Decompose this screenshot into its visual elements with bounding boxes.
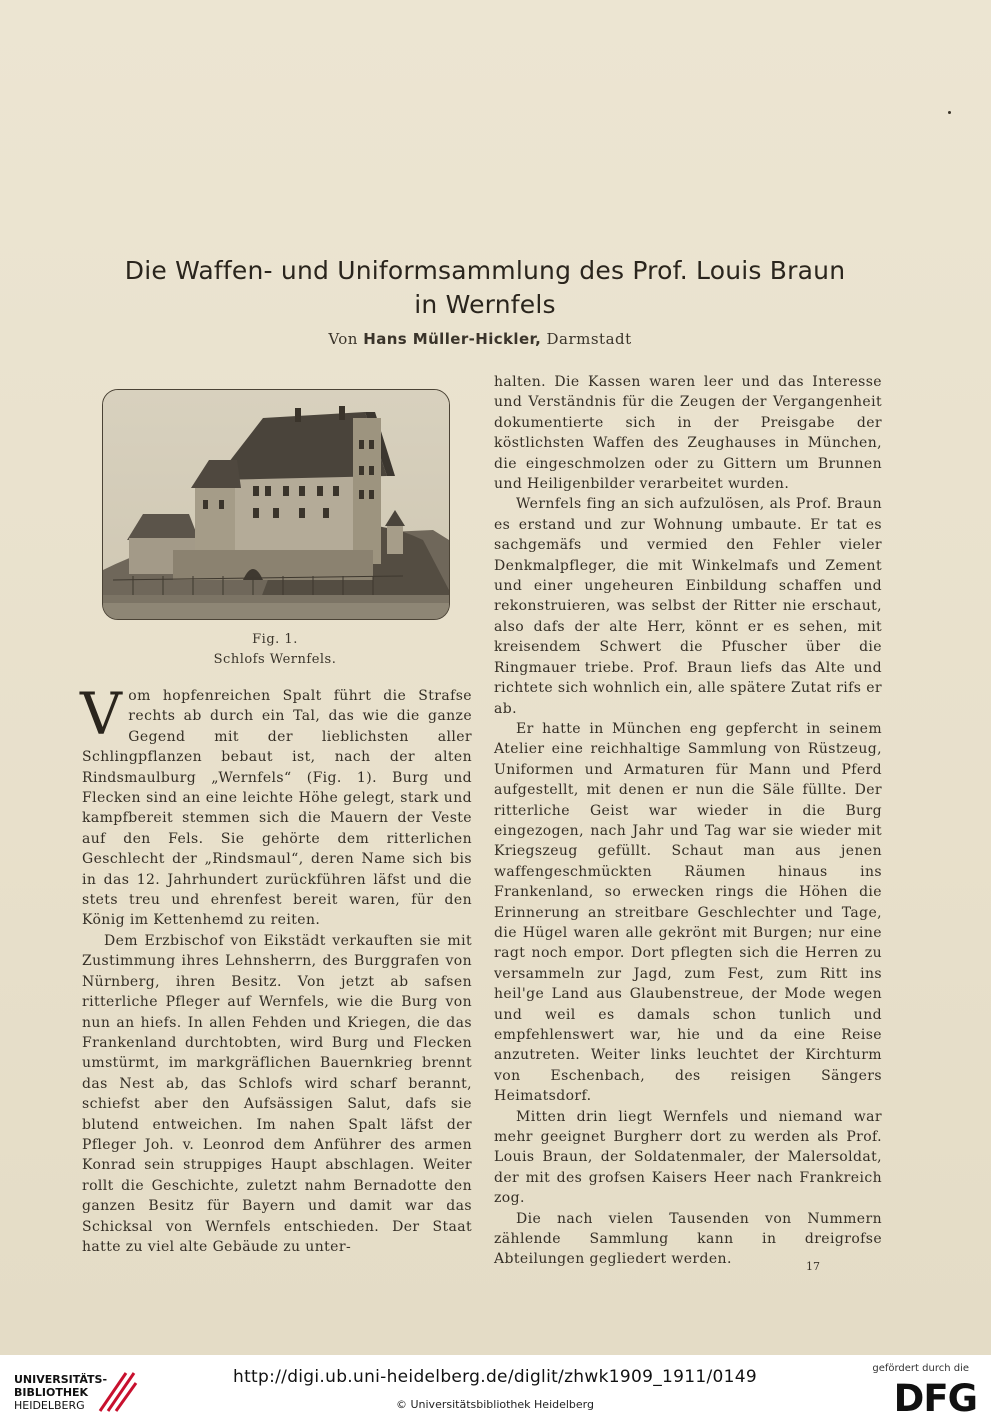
byline-author: Hans Müller-Hickler, bbox=[363, 330, 542, 348]
dfg-logo: DFG bbox=[893, 1377, 977, 1420]
article-title bbox=[60, 254, 910, 322]
right-column bbox=[494, 372, 882, 1270]
paragraph: om hopfenreichen Spalt führt die Strafse rechts ab durch ein Tal, das wie die ganze Gegend mit der lieblichsten aller Schlingpflanzen bebaut ist, nach der alten Rindsmaulburg „Wernfels“ (Fig. 1). Burg und Flecken sind an eine leichte Höhe gelegt, stark und kampfbereit stemmen sich die Mauern der Veste auf den Fels. Sie gehörte dem ritterlichen Geschlecht der „Rindsmaul“, deren Name sich bis in das 12. Jahrhundert zurückführen läfst und die stets treu und ehrenfest bereit waren, für den König im Kettenhemd zu reiten. bbox=[82, 688, 472, 929]
castle-photo bbox=[102, 389, 450, 620]
figure-label: Fig. 1. bbox=[252, 632, 298, 647]
paragraph: Die nach vielen Tausenden von Nummern zählende Sammlung kann in dreigrofse Abteilungen gegliedert werden. bbox=[494, 1210, 882, 1268]
copyright-notice: © Universitätsbibliothek Heidelberg bbox=[395, 1398, 594, 1411]
byline-place: Darmstadt bbox=[546, 330, 632, 348]
paragraph: Wernfels fing an sich aufzulösen, als Prof. Braun es erstand und zur Wohnung umbaute. Er tat es sachgemäfs und vermied den Fehler vieler Denkmalpfleger, die mit Winkelmafs und Zement und einer ungeheuren Einbildung schaffen und rekonstruieren, was selbst der Ritter nie erschaut, also dafs der alte Herr, könnt er es sehen, mit kreisendem Schwert die Pfuscher über die Ringmauer triebe. Prof. Braun liefs das Alte und richtete sich wohnlich ein, alle spätere Zutat rifs er ab. bbox=[494, 496, 882, 717]
speck bbox=[948, 111, 951, 114]
viewer-footer bbox=[0, 1355, 991, 1425]
paragraph: halten. Die Kassen waren leer und das Interesse und Verständnis für die Zeugen der Vergangenheit dokumentierte sich in der Preisgabe der köstlichsten Waffen des Zeughauses in München, die eingeschmolzen oder zu Gittern um Brunnen und Heiligenbilder verarbeitet wurden. bbox=[494, 374, 882, 493]
paragraph: Mitten drin liegt Wernfels und niemand war mehr geeignet Burgherr dort zu werden als Prof. Louis Braun, der Soldatenmaler, der Malersoldat, der mit des grofsen Kaisers Heer nach Frankreich zog. bbox=[494, 1108, 882, 1207]
castle-illustration bbox=[103, 390, 449, 619]
drop-cap: V bbox=[80, 680, 123, 748]
byline bbox=[180, 330, 780, 348]
left-column bbox=[80, 680, 472, 1257]
logo-line-3: HEIDELBERG bbox=[14, 1399, 85, 1412]
figure-caption: Schlofs Wernfels. bbox=[213, 652, 337, 667]
title-line-2: in Wernfels bbox=[414, 290, 556, 319]
logo-line-2: BIBLIOTHEK bbox=[14, 1386, 89, 1399]
library-logo-text bbox=[14, 1373, 107, 1412]
logo-line-1: UNIVERSITÄTS- bbox=[14, 1373, 108, 1386]
title-line-1: Die Waffen- und Uniformsammlung des Prof. Louis Braun bbox=[124, 256, 846, 285]
byline-prefix: Von bbox=[328, 330, 358, 348]
library-logo-icon bbox=[96, 1365, 140, 1415]
page-number: 17 bbox=[806, 1260, 820, 1273]
permalink-url[interactable]: http://digi.ub.uni-heidelberg.de/diglit/zhwk1909_1911/0149 bbox=[233, 1367, 757, 1387]
funded-by-label: gefördert durch die bbox=[872, 1363, 969, 1374]
paragraph: Dem Erzbischof von Eikstädt verkauften sie mit Zustimmung ihres Lehnsherrn, des Burggrafen von Nürnberg, ihren Besitz. Von jetzt ab safsen ritterliche Pfleger auf Wernfels, wie die Burg von nun an hiefs. In allen Fehden und Kriegen, die das Frankenland durchtobten, wird Burg und Flecken umstürmt, im markgräflichen Bauernkrieg brennt das Nest ab, das Schlofs wird scharf berannt, schiefst aber den Aufsässigen Salut, dafs sie blutend entweichen. Im nahen Spalt läfst der Pfleger Joh. v. Leonrod dem Anführer des armen Konrad sein struppiges Haupt abschlagen. Weiter rollt die Geschichte, zuletzt nahm Bernadotte den ganzen Besitz für Bayern und damit war das Schicksal von Wernfels entschieden. Der Staat hatte zu viel alte Gebäude zu unter- bbox=[82, 932, 472, 1255]
paragraph: Er hatte in München eng gepfercht in seinem Atelier eine reichhaltige Sammlung von Rüstzeug, Uniformen und Armaturen für Mann und Pferd aufgestellt, mit denen er nun die Säle füllte. Der ritterliche Geist war wieder in die Burg eingezogen, nach Jahr und Tag war sie wieder mit Kriegszeug gefüllt. Schaut man aus jenen waffengeschmückten Räumen hinaus ins Frankenland, so erwecken rings die Höhen die Erinnerung an streitbare Geschlechter und Tage, die Hügel waren alle gekrönt mit Burgen; nur eine ragt noch empor. Dort pflegten sich die Herren zu versammeln zur Jagd, zum Fest, zum Ritt ins heil'ge Land aus Glaubenstreue, der Mode wegen und weil es damals schon tunlich und empfehlenswert war, hie und da eine Reise anzutreten. Weiter links leuchtet der Kirchturm von Eschenbach, des reisigen Sängers Heimatsdorf. bbox=[494, 720, 882, 1105]
